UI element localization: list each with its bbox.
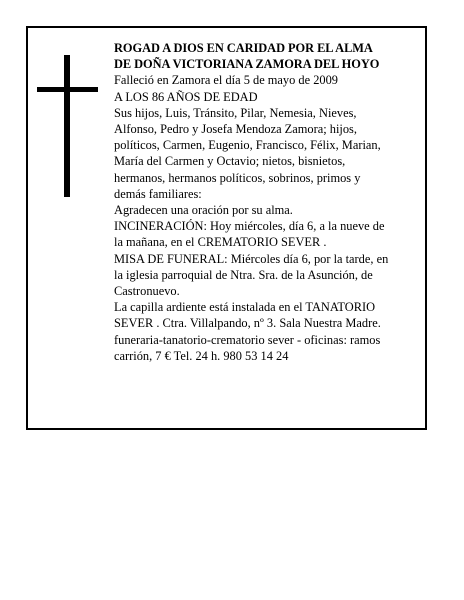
thanks-line: Agradecen una oración por su alma. — [114, 203, 293, 218]
mass-line: Castronuevo. — [114, 284, 180, 299]
mass-line: la iglesia parroquial de Ntra. Sra. de la Asunción, de — [114, 267, 373, 282]
family-line: hermanos, hermanos políticos, sobrinos, primos y — [114, 170, 361, 185]
family-paragraph — [114, 105, 426, 202]
cremation-line: la mañana, en el CREMATORIO SEVER . — [114, 235, 327, 250]
heading-line-2: DE DOÑA VICTORIANA ZAMORA DEL HOYO — [114, 57, 380, 72]
chapel-line: SEVER . Ctra. Villalpando, nº 3. Sala Nuestra Madre. — [114, 316, 381, 331]
chapel-line: La capilla ardiente está instalada en el TANATORIO — [114, 300, 376, 315]
mass-paragraph — [114, 251, 426, 300]
family-line: políticos, Carmen, Eugenio, Francisco, Félix, Marian, — [114, 138, 381, 153]
chapel-line: funeraria-tanatorio-crematorio sever - oficinas: ramos — [114, 332, 381, 347]
mass-line: MISA DE FUNERAL: Miércoles día 6, por la tarde, en — [114, 251, 389, 266]
death-line: Falleció en Zamora el día 5 de mayo de 2009 — [114, 73, 338, 88]
family-line: Alfonso, Pedro y Josefa Mendoza Zamora; hijos, — [114, 122, 357, 137]
cremation-paragraph — [114, 218, 426, 250]
heading-line-1: ROGAD A DIOS EN CARIDAD POR EL ALMA — [114, 41, 373, 55]
cross-icon — [37, 55, 98, 197]
cremation-line: INCINERACIÓN: Hoy miércoles, día 6, a la nueve de — [114, 219, 385, 234]
chapel-line: carrión, 7 € Tel. 24 h. 980 53 14 24 — [114, 348, 289, 363]
obituary-text — [114, 40, 426, 364]
family-line: demás familiares: — [114, 186, 202, 201]
cross-horizontal-bar — [37, 87, 98, 92]
cross-vertical-bar — [64, 55, 70, 197]
age-line: A LOS 86 AÑOS DE EDAD — [114, 89, 258, 104]
family-line: María del Carmen y Octavio; nietos, bisnietos, — [114, 154, 346, 169]
chapel-paragraph — [114, 299, 426, 364]
family-line: Sus hijos, Luis, Tránsito, Pilar, Nemesia, Nieves, — [114, 105, 357, 120]
